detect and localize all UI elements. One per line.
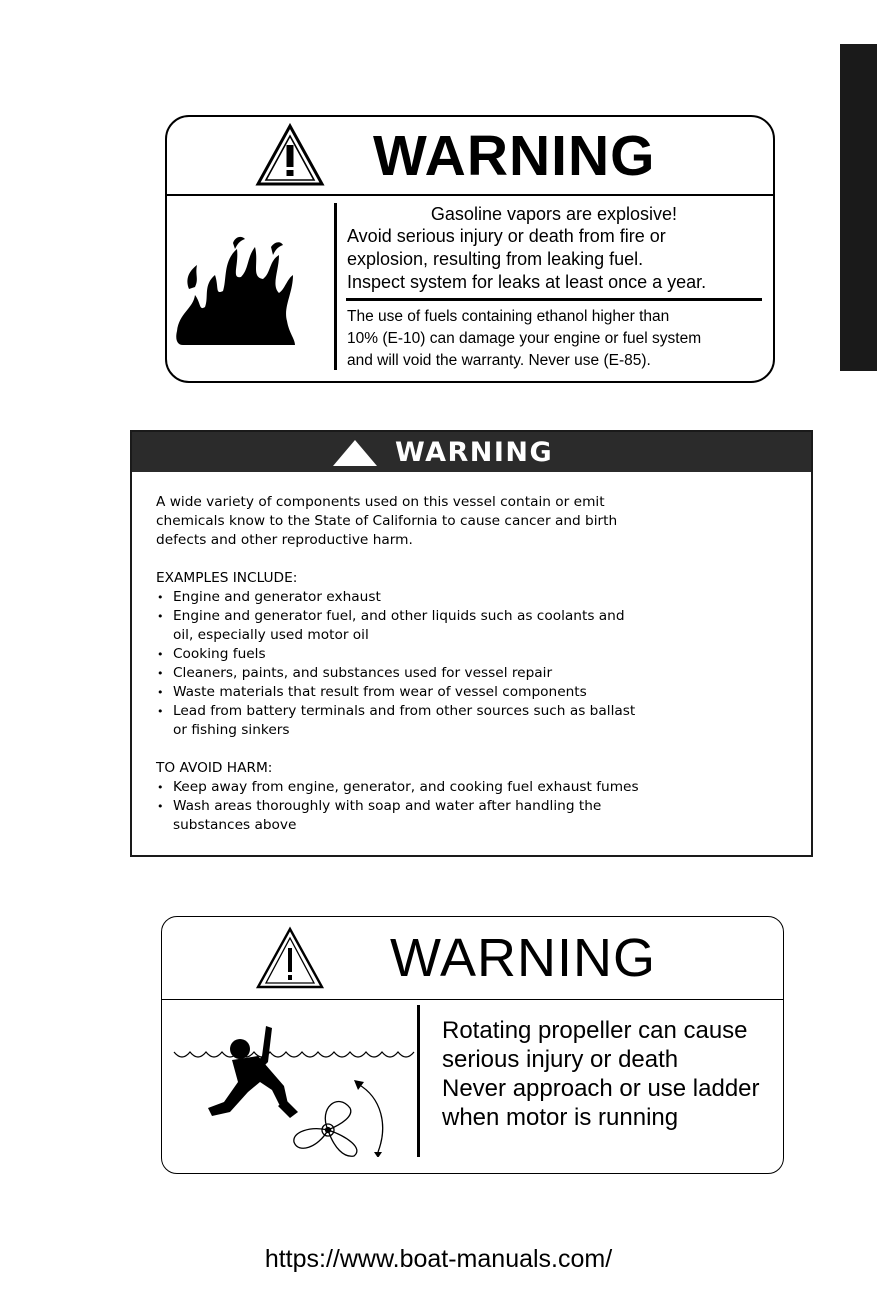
ethanol-warning-text: The use of fuels containing ethanol higher than 10% (E-10) can damage your engine or fuel system and will void the warranty. Never use (E-85). <box>347 308 702 369</box>
list-item: • Engine and generator fuel, and other liquids such as coolants and oil, especially used motor oil <box>156 607 796 645</box>
propeller-warning-title: WARNING <box>390 928 656 988</box>
fuel-warning-header <box>167 117 773 196</box>
leak-warning-text: Avoid serious injury or death from fire or explosion, resulting from leaking fuel. Inspect system for leaks at least once a year. <box>347 226 707 292</box>
fuel-warning-title: WARNING <box>373 124 656 188</box>
chapter-tab <box>840 44 877 371</box>
list-item: • Engine and generator exhaust <box>156 588 796 607</box>
intro-text: A wide variety of components used on this vessel contain or emit chemicals know to the State of California to cause cancer and birth defects and other reproductive harm. <box>156 494 618 548</box>
source-url: https://www.boat-manuals.com/ <box>264 1245 613 1273</box>
list-item: • Cooking fuels <box>156 645 796 664</box>
propeller-warning-header <box>162 917 783 1000</box>
avoid-list <box>156 778 796 835</box>
list-item: • Keep away from engine, generator, and cooking fuel exhaust fumes <box>156 778 796 797</box>
propeller-warning-text: Rotating propeller can cause serious injury or death Never approach or use ladder when motor is running <box>442 1017 760 1131</box>
warning-triangle-icon <box>255 926 325 990</box>
divider-horizontal <box>346 298 762 301</box>
list-item: • Cleaners, paints, and substances used for vessel repair <box>156 664 796 683</box>
warning-triangle-icon <box>331 439 379 467</box>
list-item: • Waste materials that result from wear of vessel components <box>156 683 796 702</box>
propeller-warning-label <box>161 916 784 1174</box>
list-item: • Lead from battery terminals and from other sources such as ballast or fishing sinkers <box>156 702 796 740</box>
fire-icon <box>175 235 297 347</box>
examples-list <box>156 588 796 740</box>
california-warning-body <box>156 493 796 835</box>
california-warning-label <box>130 430 813 857</box>
california-warning-title: WARNING <box>395 437 554 468</box>
list-item: • Wash areas thoroughly with soap and water after handling the substances above <box>156 797 796 835</box>
swimmer-propeller-icon <box>168 1012 418 1157</box>
examples-heading: EXAMPLES INCLUDE: <box>156 570 298 586</box>
vapors-heading: Gasoline vapors are explosive! <box>430 204 678 224</box>
avoid-heading: TO AVOID HARM: <box>156 760 273 776</box>
fuel-warning-label <box>165 115 775 383</box>
divider-vertical <box>334 203 337 370</box>
divider-vertical <box>417 1005 420 1157</box>
warning-triangle-icon <box>255 123 325 187</box>
warning-header-bar <box>132 432 811 472</box>
